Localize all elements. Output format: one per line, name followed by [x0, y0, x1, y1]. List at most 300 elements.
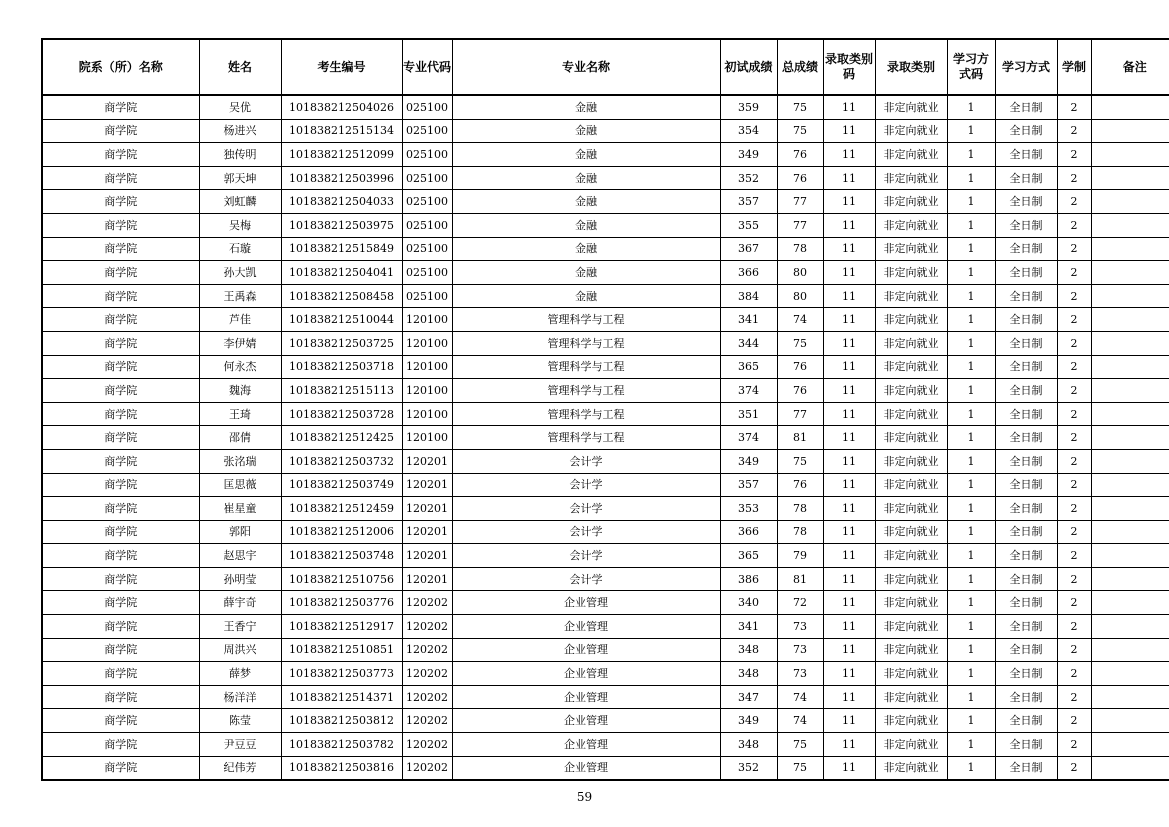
cell-category-code: 11 — [823, 166, 875, 190]
cell-category: 非定向就业 — [875, 662, 947, 686]
cell-category: 非定向就业 — [875, 331, 947, 355]
cell-candidate-id: 101838212503732 — [281, 449, 402, 473]
cell-category-code: 11 — [823, 261, 875, 285]
cell-category-code: 11 — [823, 756, 875, 780]
cell-total-score: 77 — [777, 190, 823, 214]
cell-candidate-id: 101838212512459 — [281, 497, 402, 521]
cell-study-mode-code: 1 — [947, 473, 995, 497]
cell-major-code: 120100 — [402, 331, 452, 355]
table-row — [42, 567, 1169, 591]
cell-major-code: 120100 — [402, 308, 452, 332]
cell-duration: 2 — [1057, 237, 1091, 261]
cell-study-mode-code: 1 — [947, 638, 995, 662]
cell-prelim-score: 348 — [720, 662, 777, 686]
cell-prelim-score: 386 — [720, 567, 777, 591]
table-row — [42, 213, 1169, 237]
cell-category-code: 11 — [823, 520, 875, 544]
cell-total-score: 74 — [777, 685, 823, 709]
cell-department: 商学院 — [42, 213, 199, 237]
cell-prelim-score: 357 — [720, 473, 777, 497]
cell-total-score: 74 — [777, 709, 823, 733]
cell-name: 王香宁 — [199, 615, 281, 639]
table-row — [42, 709, 1169, 733]
cell-study-mode: 全日制 — [995, 615, 1057, 639]
cell-study-mode-code: 1 — [947, 520, 995, 544]
cell-study-mode: 全日制 — [995, 473, 1057, 497]
cell-total-score: 78 — [777, 497, 823, 521]
header-study-mode: 学习方式 — [995, 39, 1057, 95]
cell-prelim-score: 341 — [720, 615, 777, 639]
cell-category: 非定向就业 — [875, 308, 947, 332]
cell-remarks — [1091, 190, 1169, 214]
cell-category: 非定向就业 — [875, 402, 947, 426]
cell-department: 商学院 — [42, 143, 199, 167]
cell-category-code: 11 — [823, 615, 875, 639]
cell-major-code: 120100 — [402, 402, 452, 426]
cell-category: 非定向就业 — [875, 449, 947, 473]
cell-study-mode-code: 1 — [947, 190, 995, 214]
cell-remarks — [1091, 638, 1169, 662]
table-row — [42, 166, 1169, 190]
cell-major-name: 金融 — [452, 95, 720, 119]
table-row — [42, 473, 1169, 497]
cell-name: 杨进兴 — [199, 119, 281, 143]
cell-total-score: 78 — [777, 520, 823, 544]
cell-remarks — [1091, 213, 1169, 237]
cell-name: 石璇 — [199, 237, 281, 261]
cell-category-code: 11 — [823, 143, 875, 167]
cell-study-mode: 全日制 — [995, 166, 1057, 190]
cell-duration: 2 — [1057, 544, 1091, 568]
table-row — [42, 638, 1169, 662]
cell-prelim-score: 348 — [720, 638, 777, 662]
cell-candidate-id: 101838212503773 — [281, 662, 402, 686]
cell-major-code: 120202 — [402, 615, 452, 639]
cell-major-code: 120202 — [402, 685, 452, 709]
cell-duration: 2 — [1057, 379, 1091, 403]
cell-major-name: 金融 — [452, 190, 720, 214]
header-candidate-id: 考生编号 — [281, 39, 402, 95]
cell-name: 王禹森 — [199, 284, 281, 308]
cell-category: 非定向就业 — [875, 190, 947, 214]
cell-category: 非定向就业 — [875, 379, 947, 403]
header-category: 录取类别 — [875, 39, 947, 95]
cell-duration: 2 — [1057, 308, 1091, 332]
cell-department: 商学院 — [42, 355, 199, 379]
cell-category: 非定向就业 — [875, 119, 947, 143]
cell-study-mode: 全日制 — [995, 213, 1057, 237]
cell-department: 商学院 — [42, 449, 199, 473]
cell-study-mode: 全日制 — [995, 591, 1057, 615]
cell-name: 赵思宇 — [199, 544, 281, 568]
cell-study-mode-code: 1 — [947, 591, 995, 615]
cell-study-mode-code: 1 — [947, 166, 995, 190]
cell-prelim-score: 351 — [720, 402, 777, 426]
cell-candidate-id: 101838212514371 — [281, 685, 402, 709]
cell-study-mode-code: 1 — [947, 213, 995, 237]
cell-duration: 2 — [1057, 709, 1091, 733]
cell-study-mode: 全日制 — [995, 237, 1057, 261]
cell-name: 王琦 — [199, 402, 281, 426]
cell-remarks — [1091, 709, 1169, 733]
table-row — [42, 685, 1169, 709]
cell-major-code: 120100 — [402, 355, 452, 379]
cell-study-mode-code: 1 — [947, 733, 995, 757]
cell-major-name: 金融 — [452, 119, 720, 143]
cell-study-mode: 全日制 — [995, 355, 1057, 379]
table-row — [42, 237, 1169, 261]
cell-prelim-score: 357 — [720, 190, 777, 214]
cell-candidate-id: 101838212503776 — [281, 591, 402, 615]
cell-major-name: 企业管理 — [452, 685, 720, 709]
cell-candidate-id: 101838212510756 — [281, 567, 402, 591]
cell-category: 非定向就业 — [875, 166, 947, 190]
cell-department: 商学院 — [42, 308, 199, 332]
header-department: 院系（所）名称 — [42, 39, 199, 95]
cell-study-mode: 全日制 — [995, 331, 1057, 355]
cell-duration: 2 — [1057, 355, 1091, 379]
cell-major-name: 管理科学与工程 — [452, 426, 720, 450]
cell-major-name: 管理科学与工程 — [452, 308, 720, 332]
cell-study-mode: 全日制 — [995, 567, 1057, 591]
cell-prelim-score: 340 — [720, 591, 777, 615]
cell-name: 尹豆豆 — [199, 733, 281, 757]
cell-department: 商学院 — [42, 662, 199, 686]
cell-study-mode-code: 1 — [947, 449, 995, 473]
cell-prelim-score: 352 — [720, 756, 777, 780]
cell-major-name: 会计学 — [452, 567, 720, 591]
cell-duration: 2 — [1057, 143, 1091, 167]
cell-duration: 2 — [1057, 284, 1091, 308]
cell-category-code: 11 — [823, 95, 875, 119]
cell-category-code: 11 — [823, 709, 875, 733]
table-row — [42, 520, 1169, 544]
cell-category-code: 11 — [823, 213, 875, 237]
cell-remarks — [1091, 237, 1169, 261]
cell-study-mode: 全日制 — [995, 638, 1057, 662]
cell-major-name: 金融 — [452, 237, 720, 261]
cell-study-mode: 全日制 — [995, 402, 1057, 426]
cell-category: 非定向就业 — [875, 544, 947, 568]
cell-category-code: 11 — [823, 119, 875, 143]
cell-category: 非定向就业 — [875, 638, 947, 662]
cell-department: 商学院 — [42, 733, 199, 757]
table-row — [42, 284, 1169, 308]
cell-study-mode-code: 1 — [947, 756, 995, 780]
cell-category: 非定向就业 — [875, 615, 947, 639]
cell-department: 商学院 — [42, 237, 199, 261]
cell-name: 刘虹麟 — [199, 190, 281, 214]
cell-prelim-score: 352 — [720, 166, 777, 190]
cell-prelim-score: 349 — [720, 143, 777, 167]
cell-prelim-score: 365 — [720, 355, 777, 379]
cell-major-code: 120202 — [402, 756, 452, 780]
cell-department: 商学院 — [42, 473, 199, 497]
header-category-code: 录取类别码 — [823, 39, 875, 95]
header-major-name: 专业名称 — [452, 39, 720, 95]
cell-category-code: 11 — [823, 449, 875, 473]
cell-total-score: 76 — [777, 379, 823, 403]
cell-category-code: 11 — [823, 190, 875, 214]
header-duration: 学制 — [1057, 39, 1091, 95]
cell-duration: 2 — [1057, 473, 1091, 497]
cell-duration: 2 — [1057, 497, 1091, 521]
cell-study-mode-code: 1 — [947, 95, 995, 119]
cell-major-name: 企业管理 — [452, 756, 720, 780]
table-row — [42, 355, 1169, 379]
cell-remarks — [1091, 662, 1169, 686]
cell-remarks — [1091, 426, 1169, 450]
cell-remarks — [1091, 308, 1169, 332]
cell-name: 张洺瑞 — [199, 449, 281, 473]
cell-name: 郭阳 — [199, 520, 281, 544]
cell-major-name: 金融 — [452, 284, 720, 308]
cell-prelim-score: 367 — [720, 237, 777, 261]
cell-candidate-id: 101838212503996 — [281, 166, 402, 190]
cell-category-code: 11 — [823, 662, 875, 686]
cell-remarks — [1091, 591, 1169, 615]
cell-total-score: 74 — [777, 308, 823, 332]
cell-duration: 2 — [1057, 426, 1091, 450]
cell-category: 非定向就业 — [875, 567, 947, 591]
cell-remarks — [1091, 402, 1169, 426]
cell-remarks — [1091, 284, 1169, 308]
cell-major-name: 管理科学与工程 — [452, 355, 720, 379]
cell-study-mode: 全日制 — [995, 449, 1057, 473]
cell-candidate-id: 101838212512006 — [281, 520, 402, 544]
cell-total-score: 76 — [777, 473, 823, 497]
cell-total-score: 76 — [777, 355, 823, 379]
cell-category: 非定向就业 — [875, 733, 947, 757]
cell-category-code: 11 — [823, 402, 875, 426]
table-row — [42, 615, 1169, 639]
cell-major-name: 企业管理 — [452, 638, 720, 662]
table-row — [42, 662, 1169, 686]
cell-study-mode: 全日制 — [995, 733, 1057, 757]
cell-major-code: 120100 — [402, 379, 452, 403]
cell-duration: 2 — [1057, 567, 1091, 591]
cell-prelim-score: 366 — [720, 520, 777, 544]
cell-remarks — [1091, 143, 1169, 167]
cell-major-code: 120202 — [402, 733, 452, 757]
cell-total-score: 75 — [777, 733, 823, 757]
cell-category: 非定向就业 — [875, 213, 947, 237]
header-total-score: 总成绩 — [777, 39, 823, 95]
cell-major-code: 120202 — [402, 638, 452, 662]
table-row — [42, 331, 1169, 355]
table-row — [42, 190, 1169, 214]
cell-duration: 2 — [1057, 756, 1091, 780]
cell-department: 商学院 — [42, 95, 199, 119]
cell-study-mode-code: 1 — [947, 261, 995, 285]
cell-major-code: 120201 — [402, 520, 452, 544]
cell-name: 杨洋洋 — [199, 685, 281, 709]
cell-study-mode-code: 1 — [947, 402, 995, 426]
cell-candidate-id: 101838212503812 — [281, 709, 402, 733]
cell-major-name: 会计学 — [452, 497, 720, 521]
cell-department: 商学院 — [42, 402, 199, 426]
cell-remarks — [1091, 473, 1169, 497]
cell-prelim-score: 353 — [720, 497, 777, 521]
cell-remarks — [1091, 379, 1169, 403]
cell-category: 非定向就业 — [875, 284, 947, 308]
cell-department: 商学院 — [42, 567, 199, 591]
cell-study-mode: 全日制 — [995, 308, 1057, 332]
cell-prelim-score: 349 — [720, 449, 777, 473]
cell-major-name: 会计学 — [452, 520, 720, 544]
cell-study-mode: 全日制 — [995, 284, 1057, 308]
cell-department: 商学院 — [42, 119, 199, 143]
table-row — [42, 261, 1169, 285]
table-row — [42, 95, 1169, 119]
cell-candidate-id: 101838212512099 — [281, 143, 402, 167]
cell-category-code: 11 — [823, 733, 875, 757]
cell-remarks — [1091, 497, 1169, 521]
cell-study-mode: 全日制 — [995, 685, 1057, 709]
cell-category-code: 11 — [823, 591, 875, 615]
cell-duration: 2 — [1057, 662, 1091, 686]
cell-study-mode-code: 1 — [947, 331, 995, 355]
cell-major-code: 025100 — [402, 166, 452, 190]
cell-remarks — [1091, 544, 1169, 568]
cell-study-mode: 全日制 — [995, 709, 1057, 733]
cell-duration: 2 — [1057, 638, 1091, 662]
cell-category-code: 11 — [823, 379, 875, 403]
cell-category-code: 11 — [823, 426, 875, 450]
table-row — [42, 143, 1169, 167]
cell-prelim-score: 341 — [720, 308, 777, 332]
cell-total-score: 81 — [777, 426, 823, 450]
cell-major-code: 025100 — [402, 143, 452, 167]
cell-remarks — [1091, 520, 1169, 544]
page-number: 59 — [576, 790, 593, 804]
cell-major-code: 120202 — [402, 591, 452, 615]
header-study-mode-code: 学习方式码 — [947, 39, 995, 95]
cell-name: 魏海 — [199, 379, 281, 403]
header-name: 姓名 — [199, 39, 281, 95]
cell-category-code: 11 — [823, 567, 875, 591]
cell-prelim-score: 347 — [720, 685, 777, 709]
table-row — [42, 119, 1169, 143]
cell-category: 非定向就业 — [875, 473, 947, 497]
cell-category-code: 11 — [823, 284, 875, 308]
cell-candidate-id: 101838212504026 — [281, 95, 402, 119]
cell-candidate-id: 101838212512917 — [281, 615, 402, 639]
cell-candidate-id: 101838212504041 — [281, 261, 402, 285]
cell-study-mode: 全日制 — [995, 190, 1057, 214]
cell-remarks — [1091, 756, 1169, 780]
cell-major-code: 120201 — [402, 473, 452, 497]
cell-name: 芦佳 — [199, 308, 281, 332]
cell-study-mode-code: 1 — [947, 567, 995, 591]
cell-study-mode-code: 1 — [947, 709, 995, 733]
cell-study-mode: 全日制 — [995, 379, 1057, 403]
table-row — [42, 449, 1169, 473]
cell-department: 商学院 — [42, 497, 199, 521]
cell-total-score: 75 — [777, 331, 823, 355]
cell-total-score: 73 — [777, 638, 823, 662]
cell-duration: 2 — [1057, 213, 1091, 237]
cell-category: 非定向就业 — [875, 520, 947, 544]
cell-prelim-score: 374 — [720, 426, 777, 450]
cell-total-score: 77 — [777, 402, 823, 426]
cell-total-score: 76 — [777, 143, 823, 167]
cell-department: 商学院 — [42, 331, 199, 355]
cell-remarks — [1091, 331, 1169, 355]
cell-major-name: 管理科学与工程 — [452, 402, 720, 426]
cell-prelim-score: 348 — [720, 733, 777, 757]
cell-candidate-id: 101838212504033 — [281, 190, 402, 214]
cell-name: 何永杰 — [199, 355, 281, 379]
cell-category-code: 11 — [823, 355, 875, 379]
cell-prelim-score: 366 — [720, 261, 777, 285]
cell-candidate-id: 101838212503718 — [281, 355, 402, 379]
cell-category: 非定向就业 — [875, 591, 947, 615]
admission-table-container — [41, 38, 1147, 781]
cell-major-name: 管理科学与工程 — [452, 379, 720, 403]
table-body — [42, 95, 1169, 780]
table-row — [42, 426, 1169, 450]
cell-department: 商学院 — [42, 379, 199, 403]
cell-candidate-id: 101838212503728 — [281, 402, 402, 426]
table-row — [42, 733, 1169, 757]
cell-study-mode: 全日制 — [995, 756, 1057, 780]
table-row — [42, 308, 1169, 332]
cell-prelim-score: 354 — [720, 119, 777, 143]
cell-candidate-id: 101838212515849 — [281, 237, 402, 261]
cell-study-mode: 全日制 — [995, 143, 1057, 167]
cell-duration: 2 — [1057, 685, 1091, 709]
cell-remarks — [1091, 119, 1169, 143]
cell-duration: 2 — [1057, 166, 1091, 190]
cell-department: 商学院 — [42, 284, 199, 308]
cell-total-score: 81 — [777, 567, 823, 591]
cell-study-mode-code: 1 — [947, 685, 995, 709]
cell-category-code: 11 — [823, 308, 875, 332]
cell-study-mode: 全日制 — [995, 544, 1057, 568]
cell-remarks — [1091, 166, 1169, 190]
cell-name: 纪伟芳 — [199, 756, 281, 780]
cell-department: 商学院 — [42, 685, 199, 709]
cell-prelim-score: 359 — [720, 95, 777, 119]
cell-department: 商学院 — [42, 591, 199, 615]
cell-major-name: 管理科学与工程 — [452, 331, 720, 355]
cell-category-code: 11 — [823, 473, 875, 497]
cell-total-score: 79 — [777, 544, 823, 568]
cell-major-code: 120201 — [402, 544, 452, 568]
cell-total-score: 75 — [777, 95, 823, 119]
cell-total-score: 80 — [777, 284, 823, 308]
cell-category: 非定向就业 — [875, 426, 947, 450]
cell-category-code: 11 — [823, 331, 875, 355]
cell-remarks — [1091, 615, 1169, 639]
table-row — [42, 544, 1169, 568]
cell-candidate-id: 101838212503816 — [281, 756, 402, 780]
cell-major-name: 企业管理 — [452, 733, 720, 757]
cell-study-mode: 全日制 — [995, 520, 1057, 544]
cell-department: 商学院 — [42, 756, 199, 780]
cell-candidate-id: 101838212510851 — [281, 638, 402, 662]
cell-name: 周洪兴 — [199, 638, 281, 662]
cell-remarks — [1091, 261, 1169, 285]
cell-study-mode: 全日制 — [995, 119, 1057, 143]
cell-total-score: 80 — [777, 261, 823, 285]
cell-total-score: 73 — [777, 615, 823, 639]
cell-category-code: 11 — [823, 638, 875, 662]
header-remarks: 备注 — [1091, 39, 1169, 95]
cell-category-code: 11 — [823, 544, 875, 568]
table-row — [42, 591, 1169, 615]
